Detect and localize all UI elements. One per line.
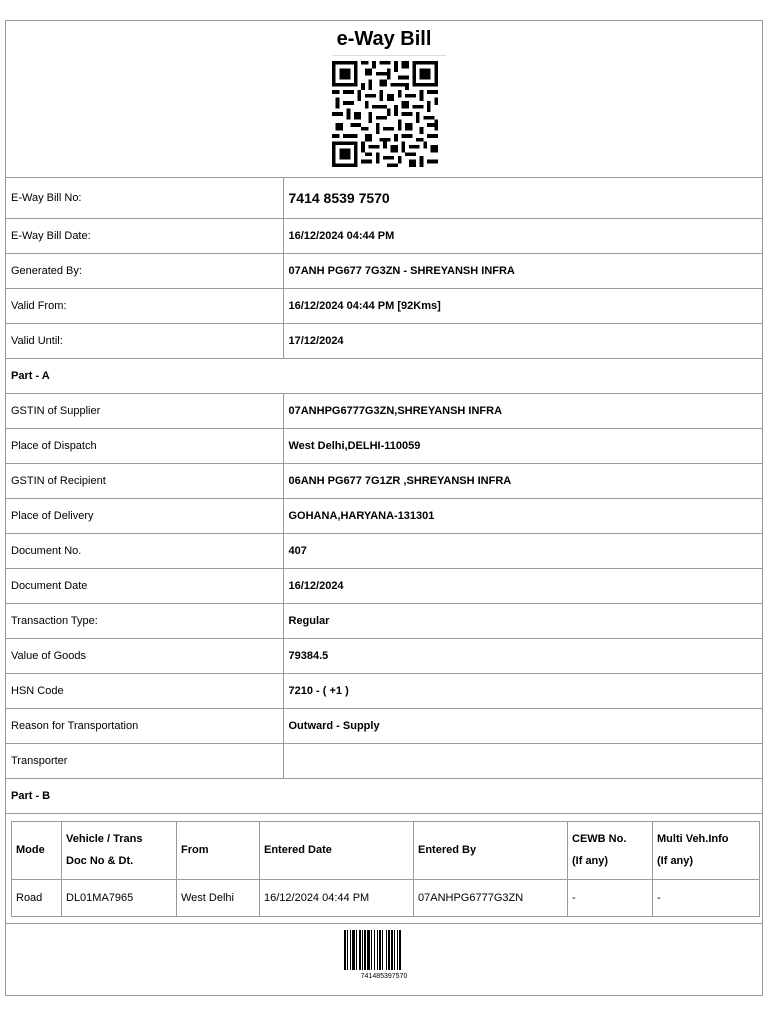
field-value: 7210 - ( +1 ) bbox=[283, 673, 762, 708]
table-row bbox=[6, 498, 762, 533]
table-row bbox=[6, 603, 762, 638]
table-row bbox=[6, 463, 762, 498]
field-label: Place of Dispatch bbox=[6, 428, 283, 463]
field-value: 79384.5 bbox=[283, 638, 762, 673]
field-label: Document No. bbox=[6, 533, 283, 568]
column-header-mode: Mode bbox=[12, 821, 62, 879]
table-row bbox=[6, 288, 762, 323]
field-value: 07ANHPG6777G3ZN,SHREYANSH INFRA bbox=[283, 393, 762, 428]
field-value: GOHANA,HARYANA-131301 bbox=[283, 498, 762, 533]
table-row bbox=[6, 533, 762, 568]
field-value bbox=[283, 743, 762, 778]
table-row bbox=[6, 253, 762, 288]
section-heading-part-a: Part - A bbox=[6, 358, 762, 393]
column-header-entered-date: Entered Date bbox=[260, 821, 414, 879]
table-row bbox=[6, 673, 762, 708]
part-b-container bbox=[6, 814, 762, 924]
field-value bbox=[283, 178, 762, 218]
part-b-header-row bbox=[12, 821, 760, 879]
table-row bbox=[6, 218, 762, 253]
barcode-block bbox=[6, 924, 762, 995]
section-heading-part-b: Part - B bbox=[6, 778, 762, 813]
table-row bbox=[6, 178, 762, 218]
column-header-entered-by: Entered By bbox=[414, 821, 568, 879]
table-row bbox=[6, 428, 762, 463]
barcode-number: 741485397570 bbox=[360, 972, 408, 980]
field-value: 06ANH PG677 7G1ZR ,SHREYANSH INFRA bbox=[283, 463, 762, 498]
table-row bbox=[12, 879, 760, 916]
part-b-table bbox=[11, 821, 760, 917]
column-header-vehicle: Vehicle / Trans Doc No & Dt. bbox=[62, 821, 177, 879]
cell-cewb: - bbox=[568, 879, 653, 916]
cell-multi-veh: - bbox=[653, 879, 760, 916]
cell-vehicle: DL01MA7965 bbox=[62, 879, 177, 916]
cell-entered-date: 16/12/2024 04:44 PM bbox=[260, 879, 414, 916]
table-row bbox=[6, 638, 762, 673]
field-value: West Delhi,DELHI-110059 bbox=[283, 428, 762, 463]
section-row bbox=[6, 358, 762, 393]
eway-bill-sheet bbox=[5, 20, 763, 996]
table-row bbox=[6, 323, 762, 358]
field-label: Valid From: bbox=[6, 288, 283, 323]
cell-entered-by: 07ANHPG6777G3ZN bbox=[414, 879, 568, 916]
cell-mode: Road bbox=[12, 879, 62, 916]
field-value: 407 bbox=[283, 533, 762, 568]
field-label: GSTIN of Supplier bbox=[6, 393, 283, 428]
eway-bill-number: 7414 8539 7570 bbox=[288, 189, 390, 206]
eway-bill-details-table bbox=[6, 178, 762, 814]
title-divider bbox=[332, 55, 446, 56]
column-header-from: From bbox=[177, 821, 260, 879]
barcode bbox=[344, 930, 422, 970]
field-label: Transaction Type: bbox=[6, 603, 283, 638]
column-header-cewb: CEWB No. (If any) bbox=[568, 821, 653, 879]
cell-from: West Delhi bbox=[177, 879, 260, 916]
field-label: Place of Delivery bbox=[6, 498, 283, 533]
field-label: E-Way Bill Date: bbox=[6, 218, 283, 253]
field-value: 07ANH PG677 7G3ZN - SHREYANSH INFRA bbox=[283, 253, 762, 288]
bill-header bbox=[6, 21, 762, 178]
field-label: HSN Code bbox=[6, 673, 283, 708]
field-label: Value of Goods bbox=[6, 638, 283, 673]
section-row bbox=[6, 778, 762, 813]
field-label: Generated By: bbox=[6, 253, 283, 288]
table-row bbox=[6, 743, 762, 778]
field-value: 16/12/2024 04:44 PM bbox=[283, 218, 762, 253]
qr-code bbox=[332, 61, 438, 167]
page-title: e-Way Bill bbox=[336, 28, 432, 50]
field-label: GSTIN of Recipient bbox=[6, 463, 283, 498]
table-row bbox=[6, 708, 762, 743]
field-label: Transporter bbox=[6, 743, 283, 778]
field-value: Outward - Supply bbox=[283, 708, 762, 743]
field-value: 16/12/2024 04:44 PM [92Kms] bbox=[283, 288, 762, 323]
field-label: E-Way Bill No: bbox=[6, 178, 283, 218]
field-label: Document Date bbox=[6, 568, 283, 603]
field-value: 16/12/2024 bbox=[283, 568, 762, 603]
field-label: Valid Until: bbox=[6, 323, 283, 358]
column-header-multi-veh: Multi Veh.Info (If any) bbox=[653, 821, 760, 879]
table-row bbox=[6, 393, 762, 428]
field-value: 17/12/2024 bbox=[283, 323, 762, 358]
table-row bbox=[6, 568, 762, 603]
field-label: Reason for Transportation bbox=[6, 708, 283, 743]
field-value: Regular bbox=[283, 603, 762, 638]
